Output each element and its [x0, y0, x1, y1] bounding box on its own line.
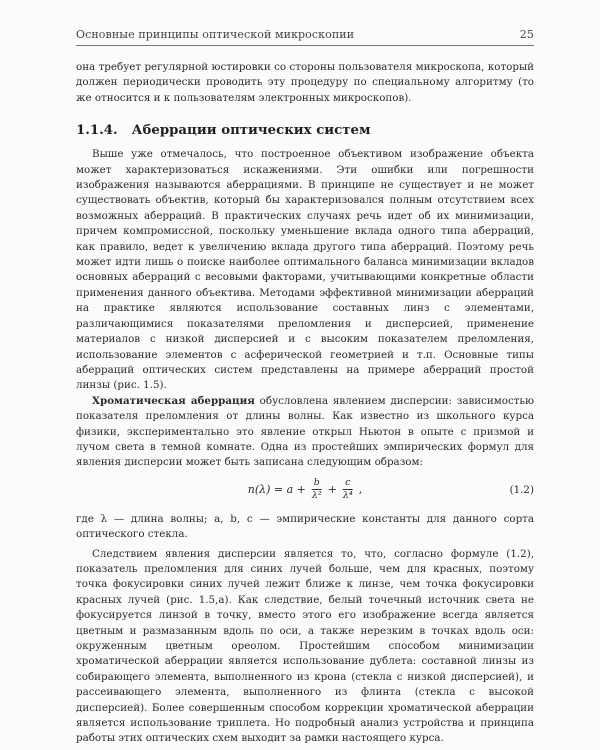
chromatic-aberration-term: Хроматическая аберрация [92, 394, 255, 407]
dispersion-formula [248, 477, 363, 502]
formula-plus: + [327, 482, 337, 496]
running-title: Основные принципы оптической микроскопии [76, 28, 355, 41]
equation-number: (1.2) [509, 483, 534, 496]
fraction-c-numerator: c [345, 476, 351, 488]
fraction-b-numerator: b [313, 476, 320, 488]
paragraph-aberrations-intro: Выше уже отмечалось, что построенное объективом изображение объекта может характеризоваться искажениями. Эти ошибки или погрешности изображения называются аберрациями. В принципе не существует и не может существовать объектив, который бы характеризовался полным отсутствием всех возможных аберраций. В практических случаях речь идет об их минимизации, причем компромиссной, поскольку уменьшение вклада одного типа аберраций, как правило, ведет к увеличению вклада другого типа аберраций. Поэтому речь может идти лишь о поиске наиболее оптимального баланса минимизации вкладов основных аберраций с весовыми факторами, учитывающими конкретные области применения данного объектива. Методами эффективной минимизации аберраций на практике являются использование составных линз с элементами, различающимися показателями преломления и дисперсией, применение материалов с низкой дисперсией и с высоким показателем преломления, использование элементов с асферической геометрией и т.п. Основные типы аберраций оптических систем представлены на примере аберраций простой линзы (рис. 1.5). [76, 148, 534, 392]
page-number: 25 [519, 28, 534, 41]
section-number: 1.1.4. [76, 123, 118, 139]
formula-end: , [358, 482, 363, 496]
paragraph-dispersion-consequence: Следствием явления дисперсии является то, что, согласно формуле (1.2), показатель преломления для синих лучей больше, чем для красных, поэтому точка фокусировки синих лучей лежит ближе к линзе, чем точка фокусировки красных лучей (рис. 1.5,а). Как следствие, белый точечный источник света не фокусируется линзой в точку, вместо этого его изображение всегда является цветным и размазанным вдоль по оси, а также нерезким в точках вдоль оси: окруженным цветным ореолом. Простейшим способом минимизации хроматической аберрации является использование дублета: составной линзы из собирающего элемента, выполненного из крона (стекла с низкой дисперсией), и рассеивающего элемента, выполненного из флинта (стекла с высокой дисперсией). Более совершенным способом коррекции хроматической аберрации является использование триплета. Но подробный анализ устройства и принципа работы этих оптических схем выходит за рамки настоящего курса. [76, 547, 534, 745]
equation-1-2 [76, 475, 534, 509]
formula-where-paragraph: где λ — длина волны; a, b, c — эмпирические константы для данного сорта оптического стекла. [76, 512, 534, 541]
fraction-b-denominator: λ² [311, 489, 322, 501]
page [76, 28, 534, 747]
fraction-b [310, 477, 324, 502]
section-heading [76, 123, 534, 138]
paragraph-chromatic-aberration [76, 394, 534, 471]
section-title: Аберрации оптических систем [131, 123, 371, 139]
intro-paragraph: она требует регулярной юстировки со стороны пользователя микроскопа, который должен периодически проводить эту процедуру по специальному алгоритму (то же относится и к пользователям электронных микроскопов). [76, 61, 534, 104]
fraction-c [341, 477, 355, 502]
running-header [76, 28, 534, 46]
chromatic-aberration-text: обусловлена явлением дисперсии: зависимостью показателя преломления от длины волны. Как известно из школьного курса физики, экспериментально это явление открыл Ньютон в опыте с призмой и лучом света в темной комнате. Одна из простейших эмпирических формул для явления дисперсии может быть записана следующим образом: [76, 394, 534, 469]
fraction-c-denominator: λ⁴ [342, 489, 353, 501]
formula-lhs: n(λ) = a + [247, 482, 306, 496]
